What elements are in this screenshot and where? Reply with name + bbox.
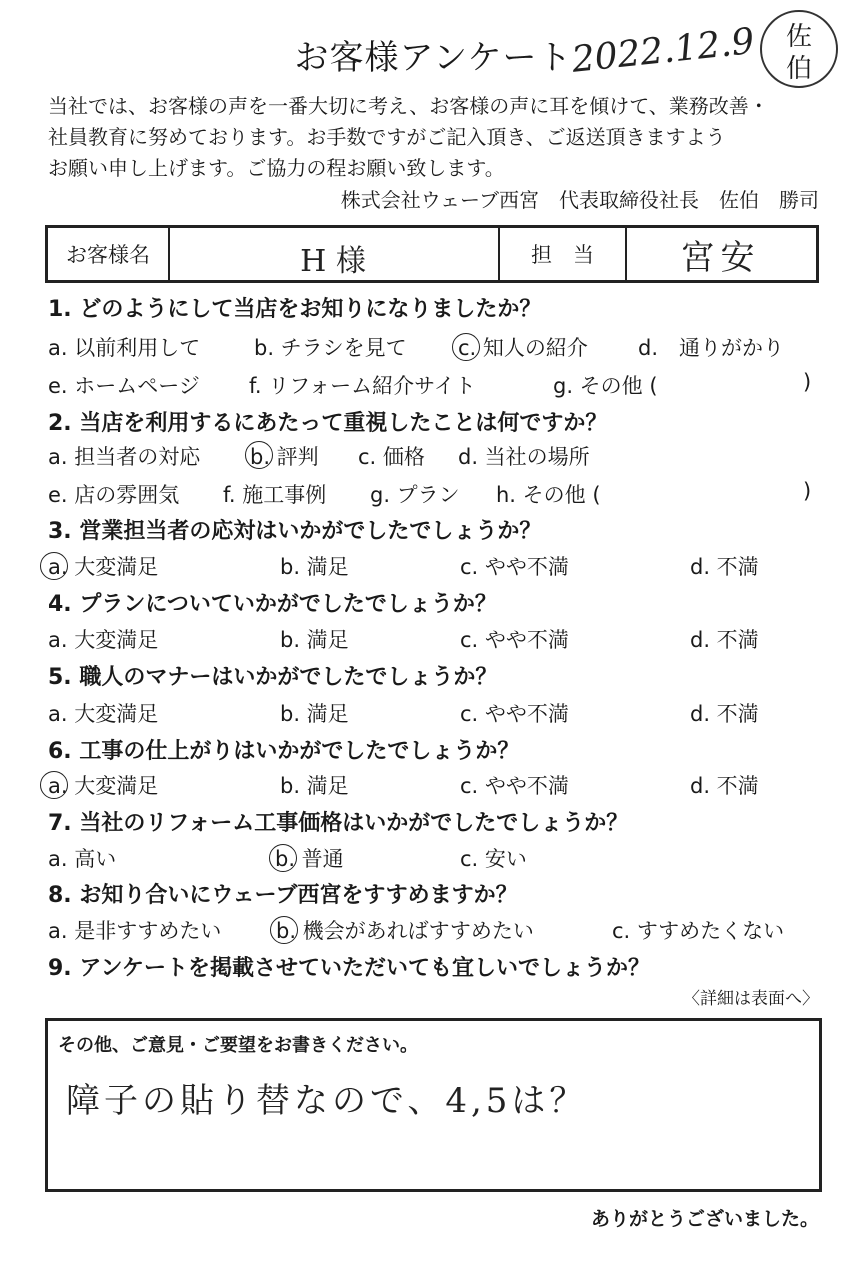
intro-line-3: お願い申し上げます。ご協力の程お願い致します。 [48, 156, 505, 180]
q1-option-f[interactable]: f. リフォーム紹介サイト [249, 374, 476, 398]
thanks-text: ありがとうございました。 [590, 1208, 819, 1230]
q3-option-b[interactable]: b. 満足 [280, 555, 349, 579]
intro-line-1: 当社では、お客様の声を一番大切に考え、お客様の声に耳を傾けて、業務改善・ [48, 94, 769, 118]
q5-option-a[interactable]: a. 大変満足 [48, 702, 159, 726]
question-5: 5. 職人のマナーはいかがでしたでしょうか？ [48, 665, 498, 690]
q4-option-a[interactable]: a. 大変満足 [48, 628, 159, 652]
q6-option-d[interactable]: d. 不満 [690, 774, 759, 798]
customer-label: お客様名 [48, 228, 170, 280]
comment-box[interactable] [45, 1018, 822, 1192]
handwritten-date: 2022.12.9 [569, 20, 757, 81]
q6-option-b[interactable]: b. 満足 [280, 774, 349, 798]
q8-option-b[interactable]: b. 機会があればすすめたい [276, 919, 534, 943]
question-4: 4. プランについていかがでしたでしょうか？ [48, 592, 497, 617]
answer-circle-q8 [270, 916, 298, 944]
comment-handwritten: 障子の貼り替なので、4,5は？ [66, 1081, 588, 1121]
stamp-char-1: 佐 [785, 22, 812, 52]
intro-line-2: 社員教育に努めております。お手数ですがご記入頂き、ご返送頂きますよう [48, 125, 726, 149]
seal-stamp [760, 10, 838, 88]
detail-note: 〈詳細は表面へ〉 [683, 989, 819, 1009]
question-1: 1. どのようにして当店をお知りになりましたか？ [48, 297, 542, 322]
q2-option-a[interactable]: a. 担当者の対応 [48, 445, 201, 469]
q1-option-d[interactable]: d. 通りがかり [638, 336, 785, 360]
answer-circle-q3 [40, 552, 68, 580]
question-9: 9. アンケートを掲載させていただいても宜しいでしょうか？ [48, 956, 651, 981]
q2-option-g[interactable]: g. プラン [370, 483, 460, 507]
q2-option-d[interactable]: d. 当社の場所 [458, 445, 590, 469]
staff-label: 担 当 [500, 228, 627, 280]
q2-option-f[interactable]: f. 施工事例 [223, 483, 327, 507]
q1-option-c[interactable]: c. 知人の紹介 [458, 336, 588, 360]
comment-label: その他、ご意見・ご要望をお書きください。 [58, 1035, 418, 1056]
q3-option-a[interactable]: a. 大変満足 [48, 555, 159, 579]
q6-option-c[interactable]: c. やや不満 [460, 774, 569, 798]
answer-circle-q6 [40, 771, 68, 799]
staff-name-field[interactable]: 宮安 [680, 237, 761, 278]
q5-option-c[interactable]: c. やや不満 [460, 702, 569, 726]
q4-option-b[interactable]: b. 満足 [280, 628, 349, 652]
q7-option-c[interactable]: c. 安い [460, 847, 527, 871]
q7-option-b[interactable]: b. 普通 [275, 847, 344, 871]
q1-paren-close: ) [803, 370, 812, 394]
q2-option-e[interactable]: e. 店の雰囲気 [48, 483, 180, 507]
q6-option-a[interactable]: a. 大変満足 [48, 774, 159, 798]
question-6: 6. 工事の仕上がりはいかがでしたでしょうか？ [48, 739, 520, 764]
q8-option-a[interactable]: a. 是非すすめたい [48, 919, 222, 943]
q4-option-c[interactable]: c. やや不満 [460, 628, 569, 652]
q5-option-b[interactable]: b. 満足 [280, 702, 349, 726]
q2-option-c[interactable]: c. 価格 [358, 445, 425, 469]
answer-circle-q7 [269, 844, 297, 872]
q3-option-c[interactable]: c. やや不満 [460, 555, 569, 579]
question-7: 7. 当社のリフォーム工事価格はいかがでしたでしょうか？ [48, 811, 629, 836]
q5-option-d[interactable]: d. 不満 [690, 702, 759, 726]
company-line: 株式会社ウェーブ西宮 代表取締役社長 佐伯 勝司 [340, 188, 819, 212]
q1-option-e[interactable]: e. ホームページ [48, 374, 200, 398]
question-2: 2. 当店を利用するにあたって重視したことは何ですか？ [48, 411, 608, 436]
customer-name-table [45, 225, 819, 283]
q2-option-h[interactable]: h. その他 ( [496, 483, 601, 507]
question-3: 3. 営業担当者の応対はいかがでしたでしょうか？ [48, 519, 542, 544]
customer-name-field[interactable]: H 様 [168, 228, 500, 280]
q1-option-g[interactable]: g. その他 ( [553, 374, 658, 398]
answer-circle-q2 [245, 441, 273, 469]
q2-option-b[interactable]: b. 評判 [250, 445, 319, 469]
question-8: 8. お知り合いにウェーブ西宮をすすめますか？ [48, 883, 518, 908]
q1-option-a[interactable]: a. 以前利用して [48, 336, 201, 360]
answer-circle-q1 [452, 333, 480, 361]
page-title: お客様アンケート [294, 38, 573, 78]
stamp-char-2: 伯 [785, 54, 812, 84]
q4-option-d[interactable]: d. 不満 [690, 628, 759, 652]
q1-option-b[interactable]: b. チラシを見て [254, 336, 407, 360]
q2-paren-close: ) [803, 479, 812, 503]
q3-option-d[interactable]: d. 不満 [690, 555, 759, 579]
q7-option-a[interactable]: a. 高い [48, 847, 117, 871]
q8-option-c[interactable]: c. すすめたくない [612, 919, 785, 943]
